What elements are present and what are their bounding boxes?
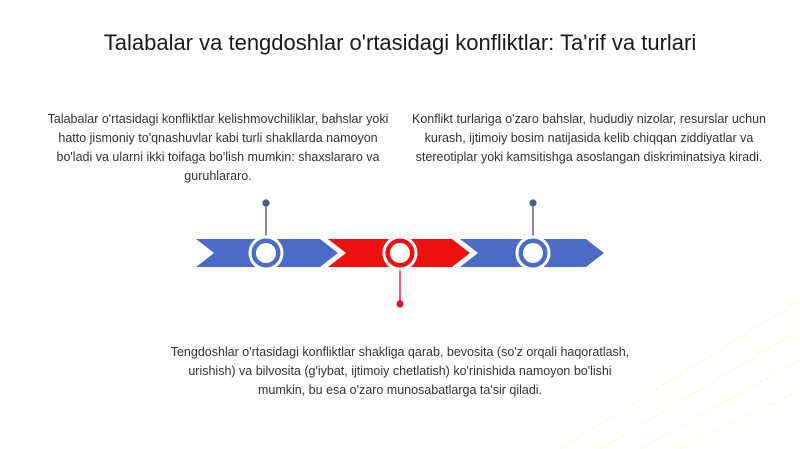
timeline-text-2: Tengdoshlar o'rtasidagi konfliktlar shakliga qarab, bevosita (so'z orqali haqoratlash, urishish) va bilvosita (g'iybat, ijtimoiy chetlatish) ko'rinishida namoyon bo'lishi mumkin, bu esa o'zaro munosabatlarga ta'sir qiladi. bbox=[170, 345, 630, 397]
timeline-marker-1-center bbox=[256, 243, 276, 263]
slide-title: Talabalar va tengdoshlar o'rtasidagi konfliktlar: Ta'rif va turlari bbox=[103, 30, 697, 55]
timeline-marker-3-center bbox=[523, 243, 543, 263]
timeline-connector-dot-2 bbox=[396, 300, 403, 307]
timeline-connector-dot-1 bbox=[262, 199, 269, 206]
timeline-text-3: Konflikt turlariga o'zaro bahslar, hududiy nizolar, resurslar uchun kurash, ijtimoiy bosim natijasida kelib chiqqan ziddiyatlar va stereotiplar yoki kamsitishga asoslangan diskriminatsiya kiradi. bbox=[412, 112, 766, 164]
timeline-marker-2-center bbox=[390, 243, 410, 263]
timeline-connector-dot-3 bbox=[529, 199, 536, 206]
timeline-text-1: Talabalar o'rtasidagi konfliktlar kelishmovchiliklar, bahslar yoki hatto jismoniy to'qnashuvlar kabi turli shakllarda namoyon bo'ladi va ularni ikki toifaga bo'lish mumkin: shaxslararo va guruhlararo. bbox=[47, 112, 389, 183]
